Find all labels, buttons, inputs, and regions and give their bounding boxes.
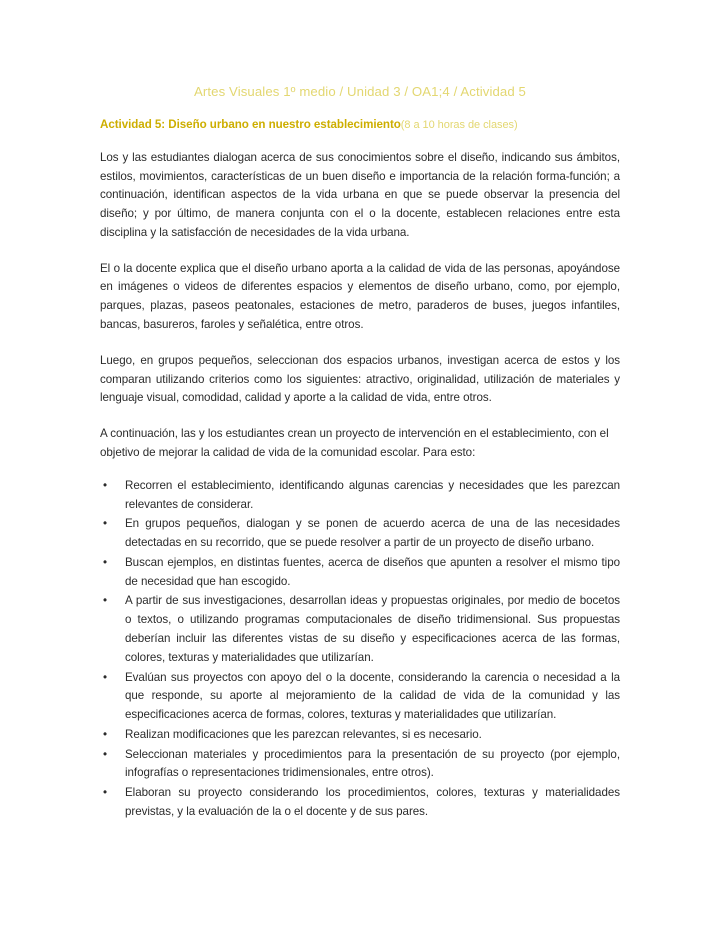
paragraph-2: El o la docente explica que el diseño urbano aporta a la calidad de vida de las personas, apoyándose en imágenes o videos de diferentes espacios y elementos de diseño urbano, como, por ejemplo, parques, plazas, paseos peatonales, estaciones de metro, paraderos de buses, juegos infantiles, bancas, basureros, faroles y señalética, entre otros. <box>100 261 620 332</box>
bullet-icon: • <box>103 555 108 569</box>
bullet-icon: • <box>103 670 108 684</box>
activity-heading: Actividad 5: Diseño urbano en nuestro establecimiento <box>100 117 401 131</box>
bullet-icon: • <box>103 786 108 800</box>
list-item-text: Seleccionan materiales y procedimientos para la presentación de su proyecto (por ejemplo, infografías o representaciones tridimensionales, entre otros). <box>125 747 620 780</box>
bullet-icon: • <box>103 747 108 761</box>
document-content <box>100 0 620 823</box>
list-item-text: A partir de sus investigaciones, desarrollan ideas y propuestas originales, por medio de bocetos o textos, o utilizando programas computacionales de diseño tridimensional. Sus propuestas deberían incluir las diferentes vistas de su diseño y especificaciones acerca de las formas, colores, texturas y materialidades que utilizarían. <box>125 594 620 664</box>
list-item <box>100 477 620 515</box>
list-item <box>100 515 620 553</box>
paragraph-1: Los y las estudiantes dialogan acerca de sus conocimientos sobre el diseño, indicando sus ámbitos, estilos, movimientos, características de un buen diseño e importancia de la relación forma-función; a continuación, identifican aspectos de la vida urbana en que se puede observar la presencia del diseño; y por último, de manera conjunta con el o la docente, establecen relaciones entre esta disciplina y la satisfacción de necesidades de la vida urbana. <box>100 150 620 239</box>
list-item <box>100 592 620 667</box>
bullet-icon: • <box>103 594 108 608</box>
list-item <box>100 784 620 822</box>
activity-hours: (8 a 10 horas de clases) <box>400 118 518 131</box>
list-item <box>100 554 620 592</box>
paragraph-3: Luego, en grupos pequeños, seleccionan dos espacios urbanos, investigan acerca de estos y los comparan utilizando criterios como los siguientes: atractivo, originalidad, utilización de materiales y lenguaje visual, comodidad, calidad y aporte a la calidad de vida, entre otros. <box>100 353 620 405</box>
bullet-icon: • <box>103 478 108 492</box>
activity-steps-list <box>100 463 620 822</box>
list-item-text: En grupos pequeños, dialogan y se ponen de acuerdo acerca de una de las necesidades detectadas en su recorrido, que se puede resolver a partir de un proyecto de diseño urbano. <box>125 517 620 550</box>
bullet-icon: • <box>103 727 108 741</box>
bullet-icon: • <box>103 517 108 531</box>
list-item <box>100 746 620 784</box>
list-item-text: Evalúan sus proyectos con apoyo del o la docente, considerando la carencia o necesidad a la que responde, su aporte al mejoramiento de la calidad de vida de la comunidad y las especificaciones acerca de formas, colores, texturas y materialidades que utilizarían. <box>125 670 620 722</box>
list-item-text: Recorren el establecimiento, identificando algunas carencias y necesidades que les parezcan relevantes de considerar. <box>125 478 620 511</box>
activity-heading-line <box>100 101 620 132</box>
list-item-text: Realizan modificaciones que les parezcan relevantes, si es necesario. <box>125 727 482 741</box>
list-item <box>100 669 620 725</box>
list-item <box>100 726 620 745</box>
list-item-text: Buscan ejemplos, en distintas fuentes, acerca de diseños que apunten a resolver el mismo tipo de necesidad que han escogido. <box>125 555 620 588</box>
list-item-text: Elaboran su proyecto considerando los procedimientos, colores, texturas y materialidades previstas, y la evaluación de la o el docente y de sus pares. <box>125 786 620 819</box>
page-title: Artes Visuales 1º medio / Unidad 3 / OA1;4 / Actividad 5 <box>194 84 526 99</box>
paragraph-4: A continuación, las y los estudiantes crean un proyecto de intervención en el establecimiento, con el objetivo de mejorar la calidad de vida de la comunidad escolar. Para esto: <box>100 427 609 459</box>
